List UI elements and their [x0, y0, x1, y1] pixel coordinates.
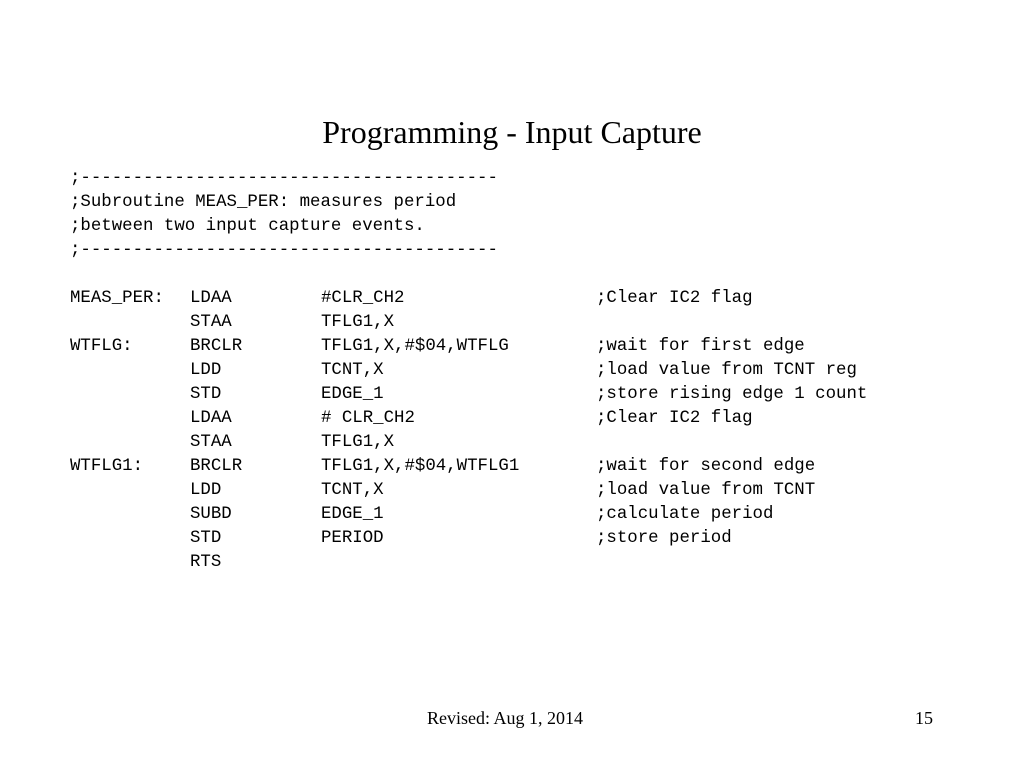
code-operand: TFLG1,X,#$04,WTFLG1 [321, 457, 520, 476]
footer-revised-date: Revised: Aug 1, 2014 [427, 708, 583, 728]
code-opcode: BRCLR [190, 337, 243, 356]
code-line [70, 503, 774, 527]
code-opcode: STD [190, 385, 222, 404]
code-operand: # CLR_CH2 [321, 409, 415, 428]
code-opcode: STAA [190, 433, 232, 452]
code-opcode: SUBD [190, 505, 232, 524]
code-operand: EDGE_1 [321, 385, 384, 404]
code-opcode: STD [190, 529, 222, 548]
code-line [70, 527, 732, 551]
code-line [70, 431, 395, 455]
code-opcode: LDD [190, 361, 222, 380]
code-comment: ;store period [596, 529, 732, 548]
code-opcode: LDD [190, 481, 222, 500]
code-operand: #CLR_CH2 [321, 289, 405, 308]
header-comment-line [70, 167, 498, 191]
code-listing [70, 167, 868, 575]
header-comment: ;---------------------------------------- [70, 169, 498, 188]
code-opcode: LDAA [190, 409, 232, 428]
code-line [70, 479, 816, 503]
page-number: 15 [915, 708, 933, 728]
header-comment-line [70, 191, 457, 215]
code-label: WTFLG: [70, 337, 133, 356]
code-label: MEAS_PER: [70, 289, 164, 308]
blank-line [70, 263, 133, 287]
header-comment: ;between two input capture events. [70, 217, 425, 236]
slide-title: Programming - Input Capture [322, 114, 702, 150]
code-opcode: LDAA [190, 289, 232, 308]
code-opcode: BRCLR [190, 457, 243, 476]
code-comment: ;load value from TCNT reg [596, 361, 857, 380]
code-comment: ;wait for second edge [596, 457, 816, 476]
code-line [70, 407, 753, 431]
code-operand: EDGE_1 [321, 505, 384, 524]
code-operand: TCNT,X [321, 361, 384, 380]
header-comment: ;---------------------------------------- [70, 241, 498, 260]
code-line [70, 311, 395, 335]
code-opcode: RTS [190, 553, 222, 572]
code-operand: PERIOD [321, 529, 384, 548]
code-operand: TFLG1,X [321, 313, 395, 332]
code-line [70, 551, 222, 575]
code-line [70, 335, 805, 359]
code-comment: ;store rising edge 1 count [596, 385, 868, 404]
header-comment: ;Subroutine MEAS_PER: measures period [70, 193, 457, 212]
code-line [70, 287, 753, 311]
code-operand: TCNT,X [321, 481, 384, 500]
code-comment: ;load value from TCNT [596, 481, 816, 500]
code-comment: ;Clear IC2 flag [596, 409, 753, 428]
code-line [70, 383, 868, 407]
header-comment-line [70, 215, 425, 239]
code-line [70, 359, 857, 383]
code-comment: ;calculate period [596, 505, 774, 524]
code-operand: TFLG1,X [321, 433, 395, 452]
code-label: WTFLG1: [70, 457, 144, 476]
code-line [70, 455, 816, 479]
code-comment: ;wait for first edge [596, 337, 805, 356]
code-operand: TFLG1,X,#$04,WTFLG [321, 337, 509, 356]
code-comment: ;Clear IC2 flag [596, 289, 753, 308]
header-comment-line [70, 239, 498, 263]
code-opcode: STAA [190, 313, 232, 332]
